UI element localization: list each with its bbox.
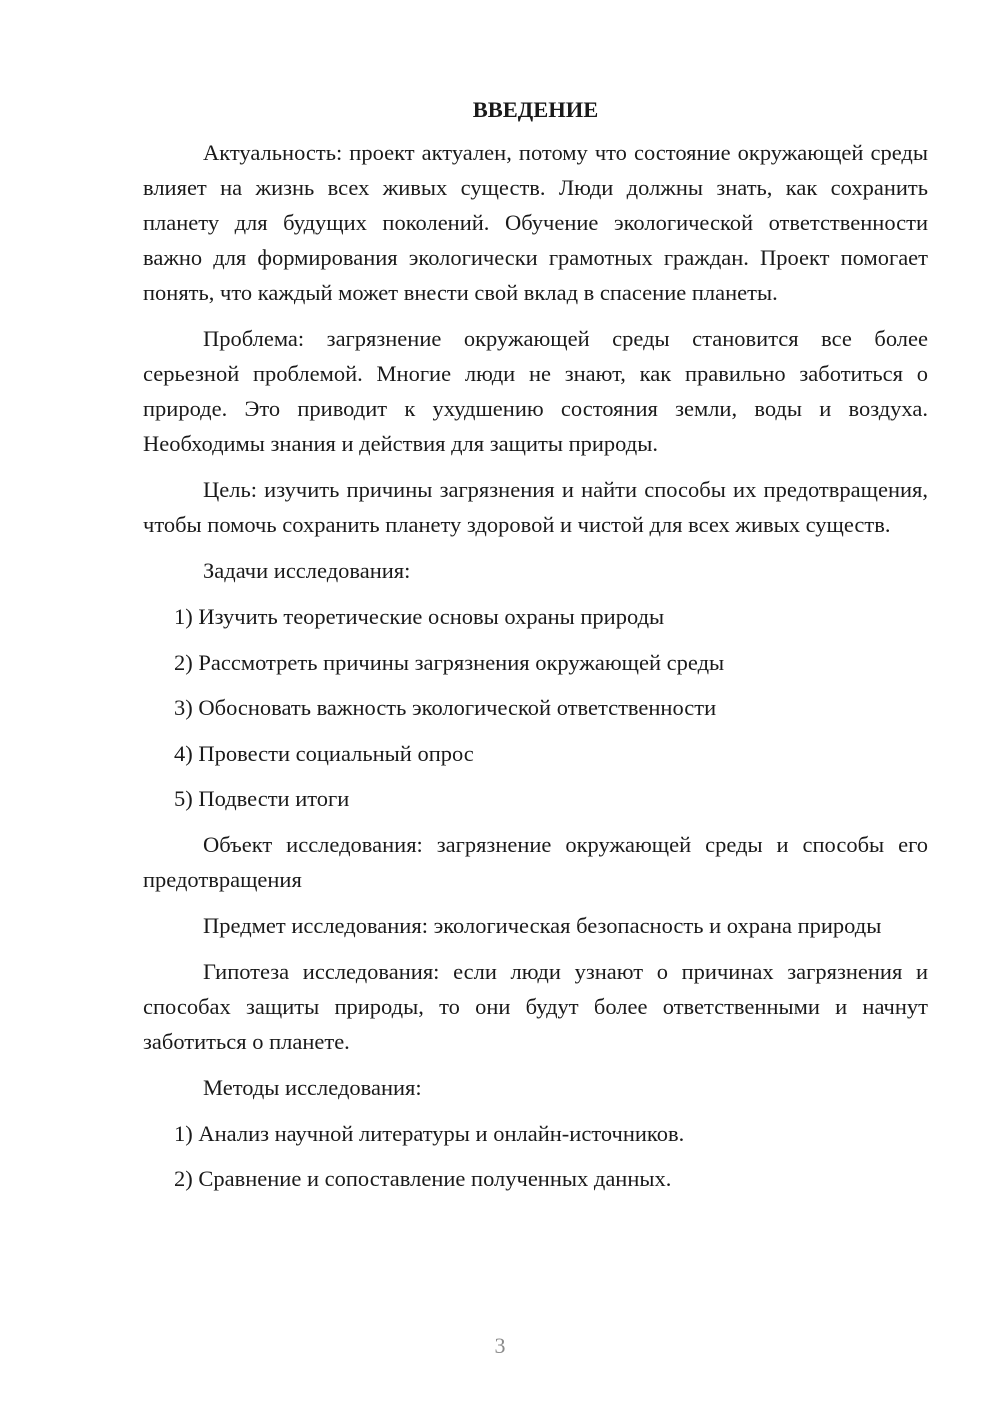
task-item: 4) Провести социальный опрос: [174, 740, 474, 766]
goal-paragraph: Цель: изучить причины загрязнения и найти способы их предотвращения, чтобы помочь сохранить планету здоровой и чистой для всех живых существ.: [143, 477, 928, 537]
task-item: 1) Изучить теоретические основы охраны природы: [174, 604, 665, 629]
task-item: 3) Обосновать важность экологической ответственности: [174, 695, 717, 720]
method-item: 1) Анализ научной литературы и онлайн-источников.: [174, 1120, 685, 1146]
page-number: 3: [494, 1333, 506, 1358]
problem-paragraph: Проблема: загрязнение окружающей среды становится все более серьезной проблемой. Многие люди не знают, как правильно заботиться о природе. Это приводит к ухудшению состояния земли, воды и воздуха. Необходимы знания и действия для защиты природы.: [143, 326, 928, 456]
object-paragraph: Объект исследования: загрязнение окружающей среды и способы его предотвращения: [143, 831, 928, 892]
page-content: [143, 92, 928, 1207]
task-item: 5) Подвести итоги: [174, 786, 350, 811]
task-item: 2) Рассмотреть причины загрязнения окружающей среды: [174, 649, 725, 675]
methods-heading: Методы исследования:: [203, 1074, 422, 1100]
relevance-paragraph: Актуальность: проект актуален, потому что состояние окружающей среды влияет на жизнь всех живых существ. Люди должны знать, как сохранить планету для будущих поколений. Обучение экологической ответственности важно для формирования экологически грамотных граждан. Проект помогает понять, что каждый может внести свой вклад в спасение планеты.: [143, 140, 928, 305]
hypothesis-paragraph: Гипотеза исследования: если люди узнают о причинах загрязнения и способах защиты природы, то они будут более ответственными и начнут заботиться о планете.: [143, 958, 928, 1054]
subject-paragraph: Предмет исследования: экологическая безопасность и охрана природы: [203, 912, 882, 938]
page-title: ВВЕДЕНИЕ: [472, 97, 599, 122]
method-item: 2) Сравнение и сопоставление полученных данных.: [174, 1166, 672, 1191]
tasks-heading: Задачи исследования:: [203, 558, 411, 583]
